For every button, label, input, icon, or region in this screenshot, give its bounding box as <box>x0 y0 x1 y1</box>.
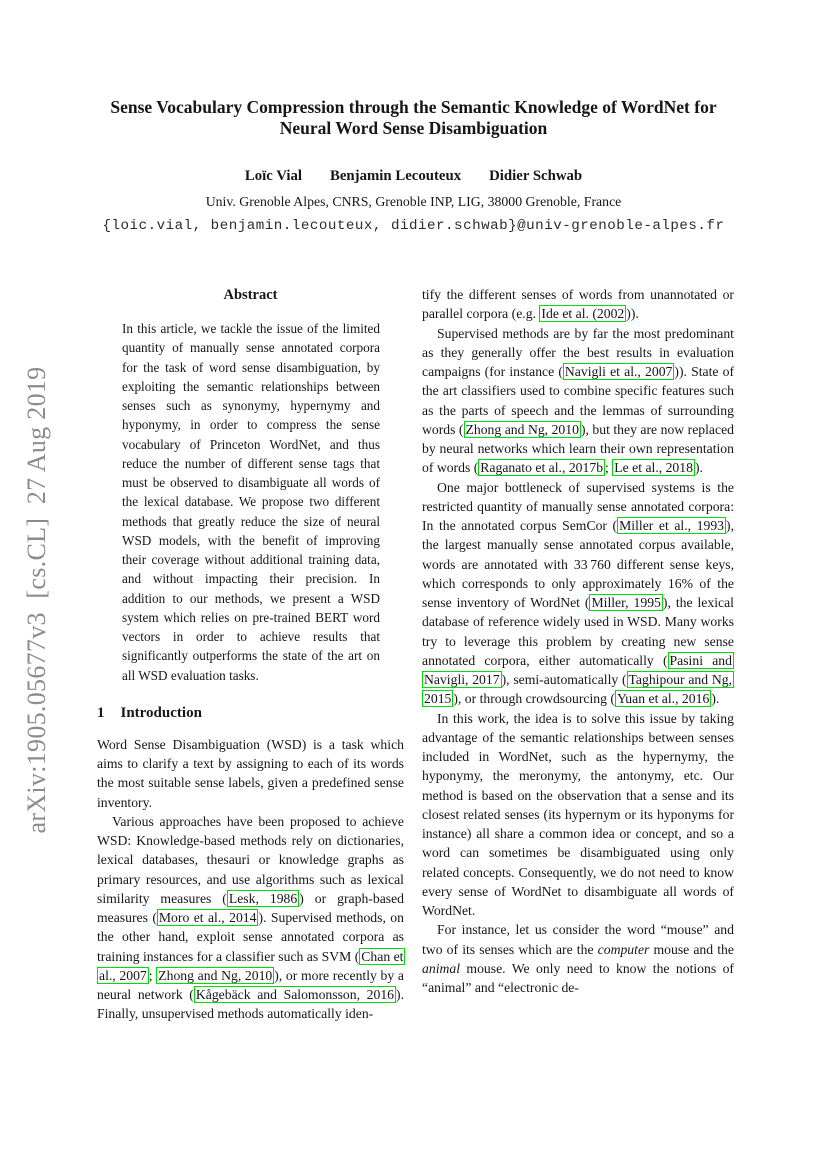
text-run: ), or more recently by a neural network ( <box>97 967 404 1002</box>
text-run: animal <box>422 960 461 976</box>
text-run: For instance, let us consider the word “mouse” and two of its senses which are the <box>422 922 734 957</box>
text-run: In this work, the idea is to solve this issue by taking advantage of the semantic relationships between senses included in WordNet, such as the hypernymy, the hyponymy, the meronymy, the antonymy, etc. Our method is based on the observation that a sense and its closest related senses (its hypernym or its hyponyms for instance) all share a common idea or concept, and so a word can sometimes be disambiguated using only related concepts. Consequently, we do not need to know every sense of WordNet to disambiguate all words of WordNet. <box>422 710 734 918</box>
section-heading-introduction <box>97 705 404 722</box>
section-number: 1 <box>97 704 105 721</box>
abstract-text: In this article, we tackle the issue of the limited quantity of manually sense annotated corpora for the task of word sense disambiguation, by exploiting the semantic relationships between senses such as synonymy, hypernymy and hyponymy, in order to compress the sense vocabulary of Princeton WordNet, and thus reduce the number of different sense tags that must be observed to disambiguate all words of the lexical database. We propose two different methods that greatly reduce the size of neural WSD models, with the benefit of improving their coverage without additional training data, and without impacting their precision. In addition to our methods, we present a WSD system which relies on pre-trained BERT word vectors in order to achieve results that significantly outperforms the state of the art on all WSD evaluation tasks. <box>122 321 380 683</box>
text-run: mouse and the <box>649 941 734 957</box>
text-run: ), semi-automatically ( <box>501 672 627 687</box>
paper-header <box>0 0 827 234</box>
two-column-body <box>0 285 827 1024</box>
affiliation-line: Univ. Grenoble Alpes, CNRS, Grenoble INP, LIG, 38000 Grenoble, France <box>205 194 622 209</box>
citation-link[interactable]: Raganato et al., 2017b <box>480 460 604 476</box>
text-run: One major bottleneck of supervised systems is the restricted quantity of manually sense annotated corpora: In the annotated corpus SemCor ( <box>422 479 734 533</box>
left-column <box>97 285 404 1024</box>
paragraph <box>422 709 734 921</box>
text-run: )). State of the art classifiers used to combine specific features such as the parts of speech and the lemmas of surrounding words ( <box>422 364 734 437</box>
authors-row <box>0 168 827 184</box>
paragraph <box>97 735 404 812</box>
text-run: Various approaches have been proposed to achieve WSD: Knowledge-based methods rely on dictionaries, lexical databases, thesauri or knowledge graphs as primary resources, and use algorithms such as lexical similarity measures ( <box>97 813 404 906</box>
paragraph <box>422 324 734 478</box>
text-run: Supervised methods are by far the most predominant as they generally offer the best results in evaluation campaigns (for instance ( <box>422 325 734 379</box>
paper-title: Sense Vocabulary Compression through the Semantic Knowledge of WordNet for Neural Word Sense Disambiguation <box>110 97 717 138</box>
paragraph <box>422 920 734 997</box>
text-run: ), the lexical database of reference widely used in WSD. Many works try to leverage this problem by creating new sense annotated corpora, either automatically ( <box>422 595 734 668</box>
text-run: computer <box>597 941 650 957</box>
citation-link[interactable]: Navigli et al., 2007 <box>564 364 673 379</box>
citation-link[interactable]: Moro et al., 2014 <box>158 910 257 925</box>
arxiv-watermark: arXiv:1905.05677v3 [cs.CL] 27 Aug 2019 <box>22 366 51 834</box>
text-run: ) or graph-based measures ( <box>97 890 405 925</box>
text-run: ). <box>694 460 703 476</box>
citation-link[interactable]: Miller, 1995 <box>591 595 661 610</box>
paragraph <box>422 285 734 324</box>
citation-link[interactable]: Miller et al., 1993 <box>619 518 725 533</box>
text-run: Word Sense Disambiguation (WSD) is a task which aims to clarify a text by assigning to each of its words the most suitable sense labels, given a predefined sense inventory. <box>97 736 404 810</box>
text-run: tify the different senses of words from unannotated or parallel corpora (e.g. <box>422 287 734 322</box>
text-run: mouse. We only need to know the notions of “animal” and “electronic de- <box>422 960 734 995</box>
citation-link[interactable]: Le et al., 2018 <box>614 460 693 476</box>
text-run: )). <box>626 306 639 322</box>
text-run: ). <box>711 691 720 707</box>
paragraph <box>422 478 734 709</box>
citation-link[interactable]: Chan et al., 2007 <box>99 948 404 983</box>
text-run: ). Supervised methods, on the other hand, exploit sense annotated corpora as training instances for a classifier such as SVM ( <box>97 910 404 964</box>
citation-link[interactable]: Lesk, 1986 <box>228 890 298 906</box>
citation-link[interactable]: Kågebäck and Salomonsson, 2016 <box>195 987 395 1002</box>
paragraph <box>97 812 404 1024</box>
section-title: Introduction <box>120 704 202 721</box>
author-name: Didier Schwab <box>489 168 583 184</box>
text-run: ). Finally, unsupervised methods automatically iden- <box>97 987 404 1022</box>
text-run: ), or through crowdsourcing ( <box>453 691 615 707</box>
text-run: ; <box>148 967 157 983</box>
citation-link[interactable]: Ide et al. (2002 <box>541 306 625 322</box>
author-name: Benjamin Lecouteux <box>329 168 462 184</box>
citation-link[interactable]: Taghipour and Ng, 2015 <box>424 672 732 707</box>
author-name: Loïc Vial <box>244 168 302 184</box>
text-run: ; <box>605 460 613 476</box>
citation-link[interactable]: Pasini and Navigli, 2017 <box>424 652 732 687</box>
citation-link[interactable]: Zhong and Ng, 2010 <box>158 967 273 983</box>
right-column <box>422 285 734 1024</box>
text-run: ), the largest manually sense annotated corpus available, words are annotated with 33 760 different sense keys, which corresponds to only approximately 16% of the sense inventory of WordNet ( <box>422 518 734 610</box>
citation-link[interactable]: Zhong and Ng, 2010 <box>465 421 579 437</box>
citation-link[interactable]: Yuan et al., 2016 <box>616 691 710 707</box>
text-run: ), but they are now replaced by neural networks which learn their own representation of words ( <box>422 421 734 476</box>
email-line: {loic.vial, benjamin.lecouteux, didier.schwab}@univ-grenoble-alpes.fr <box>102 218 725 234</box>
abstract-heading: Abstract <box>223 287 278 303</box>
